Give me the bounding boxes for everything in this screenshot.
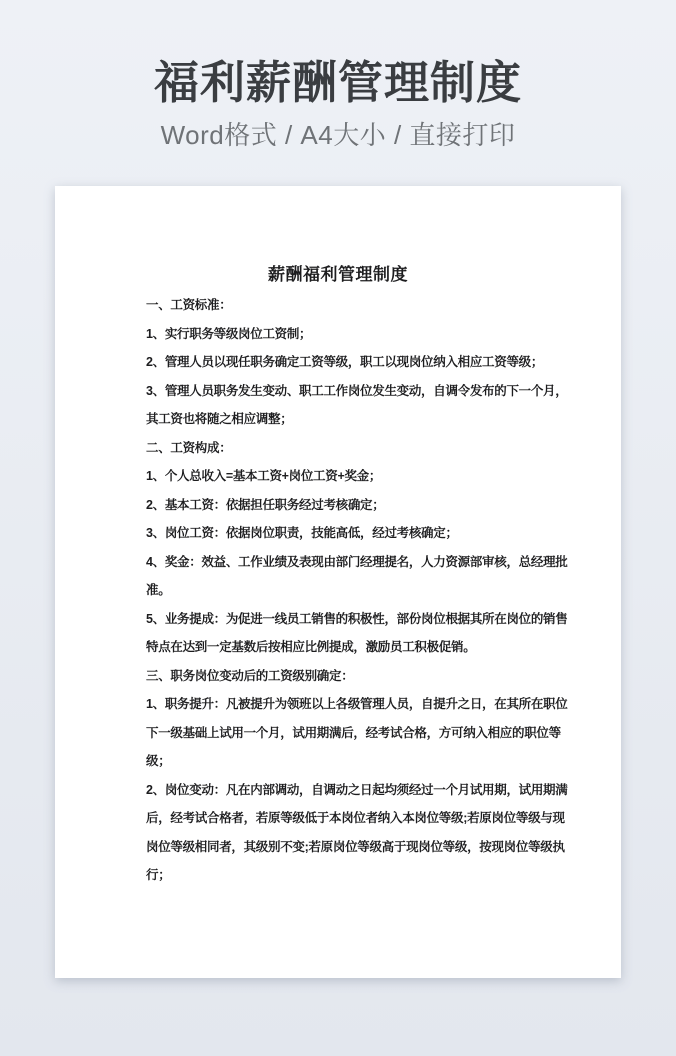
document-title: 薪酬福利管理制度	[268, 265, 408, 284]
document-line: 5、业务提成：为促进一线员工销售的积极性，部份岗位根据其所在岗位的销售	[146, 611, 568, 626]
document-line: 级；	[146, 754, 171, 768]
document-page	[55, 186, 621, 978]
document-line: 2、岗位变动：凡在内部调动，自调动之日起均须经过一个月试用期，试用期满	[146, 782, 568, 797]
document-line: 一、工资标准：	[146, 298, 232, 312]
document-line: 后，经考试合格者，若原等级低于本岗位者纳入本岗位等级;若原岗位等级与现	[146, 811, 565, 825]
document-line: 岗位等级相同者，其级别不变;若原岗位等级高于现岗位等级，按现岗位等级执	[146, 839, 565, 854]
document-line: 1、职务提升：凡被提升为领班以上各级管理人员，自提升之日，在其所在职位	[146, 697, 568, 711]
document-line: 1、个人总收入=基本工资+岗位工资+奖金；	[146, 469, 382, 483]
document-line: 行；	[146, 868, 171, 882]
document-line: 二、工资构成：	[146, 440, 232, 455]
template-format-subtitle: Word格式 / A4大小 / 直接打印	[160, 120, 516, 150]
document-line: 3、管理人员职务发生变动、职工工作岗位发生变动，自调令发布的下一个月，	[146, 383, 568, 398]
hero-header	[0, 0, 676, 151]
document-line: 3、岗位工资：依据岗位职责，技能高低，经过考核确定；	[146, 526, 458, 540]
document-line: 2、基本工资：依据担任职务经过考核确定；	[146, 497, 385, 512]
document-body	[55, 291, 621, 890]
template-title: 福利薪酬管理制度	[153, 57, 522, 108]
document-line: 特点在达到一定基数后按相应比例提成，激励员工积极促销。	[146, 640, 476, 654]
document-line: 三、职务岗位变动后的工资级别确定：	[146, 668, 354, 683]
document-line: 2、管理人员以现任职务确定工资等级，职工以现岗位纳入相应工资等级；	[146, 355, 544, 369]
document-line: 下一级基础上试用一个月，试用期满后，经考试合格，方可纳入相应的职位等	[146, 725, 561, 740]
document-line: 1、实行职务等级岗位工资制；	[146, 326, 312, 341]
document-line: 4、奖金：效益、工作业绩及表现由部门经理提名，人力资源部审核，总经理批	[146, 554, 568, 569]
document-line: 其工资也将随之相应调整；	[146, 412, 293, 426]
document-line: 准。	[146, 583, 171, 597]
